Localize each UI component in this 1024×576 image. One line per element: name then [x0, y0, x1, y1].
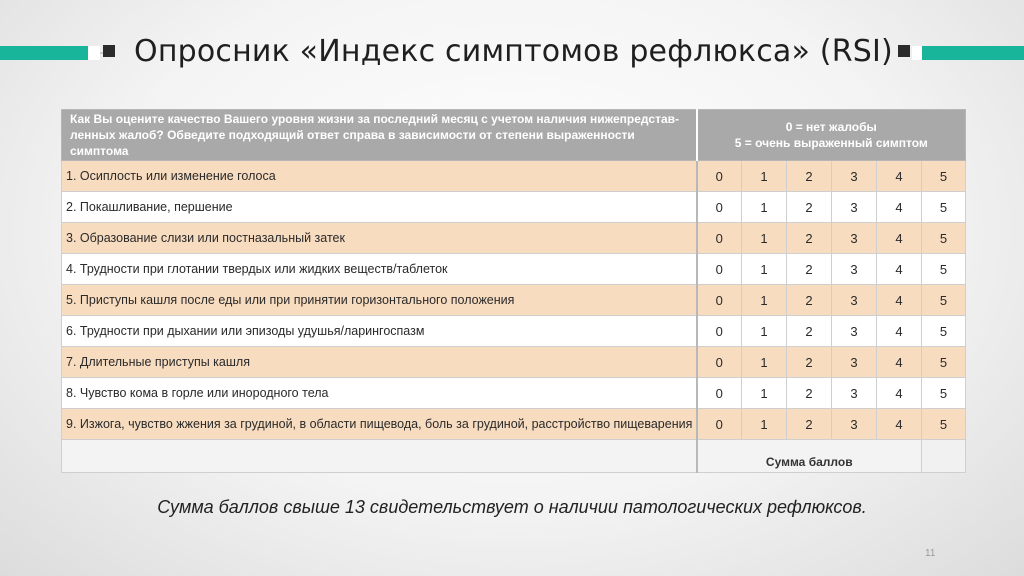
- table-header-row: [62, 110, 966, 161]
- page-title: Опросник «Индекс симптомов рефлюкса» (RSI): [134, 34, 893, 69]
- score-option[interactable]: 2: [787, 223, 832, 254]
- score-option[interactable]: 2: [787, 161, 832, 192]
- scale-header-line-2: 5 = очень выраженный симптом: [734, 136, 928, 150]
- symptom-row: [62, 192, 966, 223]
- score-option[interactable]: 5: [922, 161, 966, 192]
- score-option[interactable]: 1: [742, 161, 787, 192]
- score-option[interactable]: 5: [922, 254, 966, 285]
- score-option[interactable]: 0: [697, 161, 742, 192]
- symptom-row: [62, 378, 966, 409]
- symptom-label: 5. Приступы кашля после еды или при принятии горизонтального положения: [62, 285, 697, 316]
- score-option[interactable]: 0: [697, 378, 742, 409]
- symptom-label: 8. Чувство кома в горле или инородного тела: [62, 378, 697, 409]
- interpretation-note: Сумма баллов свыше 13 свидетельствует о наличии патологических рефлюксов.: [157, 497, 867, 517]
- sum-value-field[interactable]: [922, 440, 966, 473]
- score-option[interactable]: 1: [742, 254, 787, 285]
- score-option[interactable]: 2: [787, 316, 832, 347]
- symptom-label: 4. Трудности при глотании твердых или жидких веществ/таблеток: [62, 254, 697, 285]
- symptom-label: 9. Изжога, чувство жжения за грудиной, в области пищевода, боль за грудиной, расстройство пищеварения: [62, 409, 697, 440]
- symptom-row: [62, 316, 966, 347]
- score-option[interactable]: 3: [832, 161, 877, 192]
- scale-header: [697, 110, 966, 161]
- symptom-label: 7. Длительные приступы кашля: [62, 347, 697, 378]
- rsi-questionnaire-table: [61, 109, 965, 473]
- score-option[interactable]: 0: [697, 223, 742, 254]
- score-option[interactable]: 0: [697, 192, 742, 223]
- page-number: 11: [925, 548, 936, 559]
- score-option[interactable]: 4: [877, 316, 922, 347]
- score-option[interactable]: 5: [922, 285, 966, 316]
- symptom-label: 6. Трудности при дыхании или эпизоды удушья/ларингоспазм: [62, 316, 697, 347]
- score-option[interactable]: 5: [922, 347, 966, 378]
- score-option[interactable]: 4: [877, 409, 922, 440]
- score-option[interactable]: 5: [922, 316, 966, 347]
- title-accent-bar-right: [922, 46, 1024, 60]
- symptom-row: [62, 285, 966, 316]
- score-option[interactable]: 2: [787, 347, 832, 378]
- sum-label: Сумма баллов: [697, 440, 922, 473]
- score-option[interactable]: 1: [742, 192, 787, 223]
- score-option[interactable]: 4: [877, 223, 922, 254]
- score-option[interactable]: 4: [877, 192, 922, 223]
- score-option[interactable]: 3: [832, 409, 877, 440]
- scale-header-line-1: 0 = нет жалобы: [785, 120, 877, 134]
- score-option[interactable]: 2: [787, 285, 832, 316]
- score-option[interactable]: 3: [832, 347, 877, 378]
- score-option[interactable]: 2: [787, 192, 832, 223]
- symptom-label: 3. Образование слизи или постназальный затек: [62, 223, 697, 254]
- symptom-row: [62, 223, 966, 254]
- score-option[interactable]: 5: [922, 223, 966, 254]
- score-option[interactable]: 4: [877, 161, 922, 192]
- score-option[interactable]: 4: [877, 378, 922, 409]
- score-option[interactable]: 0: [697, 254, 742, 285]
- score-option[interactable]: 2: [787, 254, 832, 285]
- score-option[interactable]: 5: [922, 409, 966, 440]
- title-bullet-left-icon: [103, 45, 115, 57]
- symptom-row: [62, 254, 966, 285]
- title-bullet-right-icon: [898, 45, 910, 57]
- symptom-label: 1. Осиплость или изменение голоса: [62, 161, 697, 192]
- score-option[interactable]: 3: [832, 254, 877, 285]
- score-option[interactable]: 1: [742, 285, 787, 316]
- score-option[interactable]: 2: [787, 409, 832, 440]
- symptom-row: [62, 347, 966, 378]
- score-option[interactable]: 3: [832, 285, 877, 316]
- score-option[interactable]: 3: [832, 378, 877, 409]
- score-option[interactable]: 0: [697, 285, 742, 316]
- score-option[interactable]: 4: [877, 347, 922, 378]
- score-option[interactable]: 5: [922, 192, 966, 223]
- score-option[interactable]: 3: [832, 223, 877, 254]
- score-option[interactable]: 0: [697, 347, 742, 378]
- score-option[interactable]: 1: [742, 347, 787, 378]
- score-option[interactable]: 1: [742, 378, 787, 409]
- score-option[interactable]: 0: [697, 409, 742, 440]
- score-option[interactable]: 0: [697, 316, 742, 347]
- sum-row: [62, 440, 966, 473]
- score-option[interactable]: 4: [877, 285, 922, 316]
- score-option[interactable]: 1: [742, 223, 787, 254]
- score-option[interactable]: 2: [787, 378, 832, 409]
- title-accent-gap-right: [912, 46, 922, 60]
- symptom-row: [62, 409, 966, 440]
- score-option[interactable]: 3: [832, 192, 877, 223]
- score-option[interactable]: 3: [832, 316, 877, 347]
- question-header-line-2: ленных жалоб? Обведите подходящий ответ справа в зависимости от степени выраженности симптома: [70, 128, 635, 158]
- sum-row-spacer: [62, 440, 697, 473]
- score-option[interactable]: 5: [922, 378, 966, 409]
- score-option[interactable]: 4: [877, 254, 922, 285]
- question-header-line-1: Как Вы оцените качество Вашего уровня жизни за последний месяц с учетом наличия нижепредстав-: [70, 112, 679, 126]
- score-option[interactable]: 1: [742, 409, 787, 440]
- symptom-label: 2. Покашливание, першение: [62, 192, 697, 223]
- title-accent-gap-left: [88, 46, 100, 60]
- title-accent-bar-left: [0, 46, 88, 60]
- score-option[interactable]: 1: [742, 316, 787, 347]
- symptom-row: [62, 161, 966, 192]
- question-header: [62, 110, 697, 161]
